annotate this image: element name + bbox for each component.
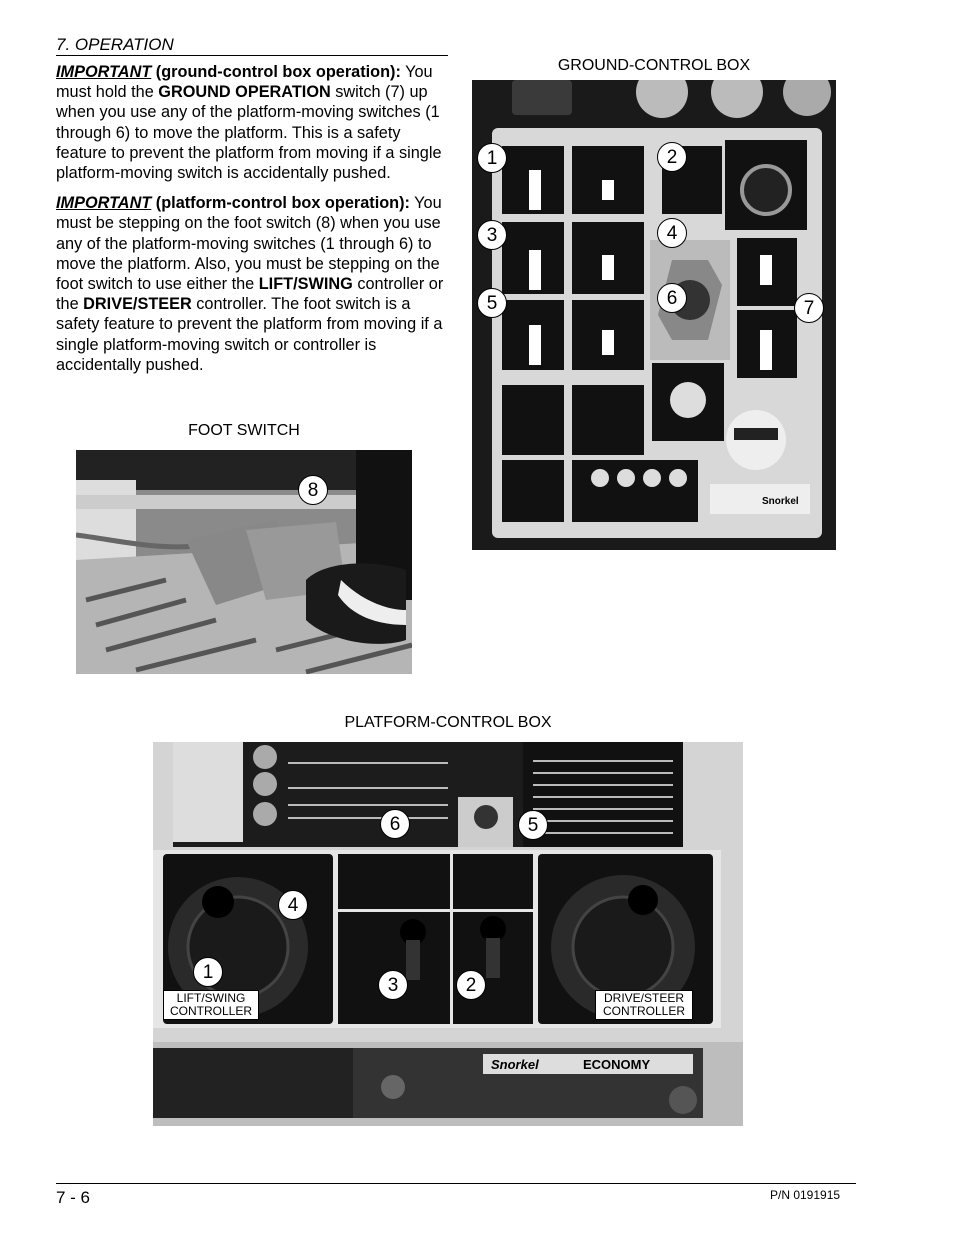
brand-logo-snorkel: Snorkel <box>491 1057 539 1072</box>
section-header: 7. OPERATION <box>56 35 448 56</box>
callout-6: 6 <box>657 283 687 313</box>
callout-3: 3 <box>477 220 507 250</box>
brand-logo-economy: ECONOMY <box>583 1057 651 1072</box>
important-label: IMPORTANT <box>56 194 152 213</box>
callout-5: 5 <box>477 288 507 318</box>
callout-1: 1 <box>193 957 223 987</box>
paragraph-text: You must hold the <box>56 63 433 102</box>
callout-7: 7 <box>794 293 824 323</box>
page-number: 7 - 6 <box>56 1188 91 1207</box>
callout-4: 4 <box>657 218 687 248</box>
callout-4: 4 <box>278 890 308 920</box>
foot-switch-photo <box>76 450 412 674</box>
paragraph-platform-control <box>56 193 451 375</box>
platform-control-photo <box>153 742 743 1126</box>
important-label: IMPORTANT <box>56 63 152 81</box>
bold-term: DRIVE/STEER <box>83 295 192 314</box>
lift-swing-label: LIFT/SWING CONTROLLER <box>163 990 259 1020</box>
body-text <box>56 62 451 385</box>
part-number: P/N 0191915 <box>770 1188 841 1202</box>
platform-control-caption: PLATFORM-CONTROL BOX <box>344 714 552 731</box>
ground-control-photo <box>472 80 836 550</box>
foot-switch-caption: FOOT SWITCH <box>188 422 300 439</box>
drive-steer-label: DRIVE/STEER CONTROLLER <box>595 990 693 1020</box>
ground-control-caption: GROUND-CONTROL BOX <box>557 57 751 74</box>
callout-6: 6 <box>380 809 410 839</box>
callout-8: 8 <box>298 475 328 505</box>
paragraph-ground-control <box>56 62 451 183</box>
paragraph-text: controller. The foot switch is a safety feature to prevent the platform from moving if a single platform-moving switch or controller is accidentally pushed. <box>56 295 443 374</box>
paragraph-text: switch (7) up when you use any of the platform-moving switches (1 through 6) to move the platform. This is a safety feature to prevent the platform from moving if a single platform-moving switch is accidentally pushed. <box>56 83 442 183</box>
paragraph-text: controller or the <box>56 275 444 314</box>
paragraph-heading: (ground-control box operation): <box>151 63 401 81</box>
brand-logo: Snorkel <box>762 496 799 507</box>
bold-term: GROUND OPERATION <box>158 83 331 102</box>
paragraph-heading: (platform-control box operation): <box>151 194 410 213</box>
callout-5: 5 <box>518 810 548 840</box>
paragraph-text: You must be stepping on the foot switch (8) when you use any of the platform-moving switches (1 through 6) to move the platform. Also, you must be stepping on the foot switch to use either the <box>56 194 442 294</box>
platform-control-illustration <box>153 742 743 1126</box>
callout-2: 2 <box>456 970 486 1000</box>
foot-switch-illustration <box>76 450 412 674</box>
callout-2: 2 <box>657 142 687 172</box>
callout-3: 3 <box>378 970 408 1000</box>
footer-rule <box>56 1183 856 1184</box>
ground-control-illustration <box>472 80 836 550</box>
bold-term: LIFT/SWING <box>258 275 353 294</box>
callout-1: 1 <box>477 143 507 173</box>
